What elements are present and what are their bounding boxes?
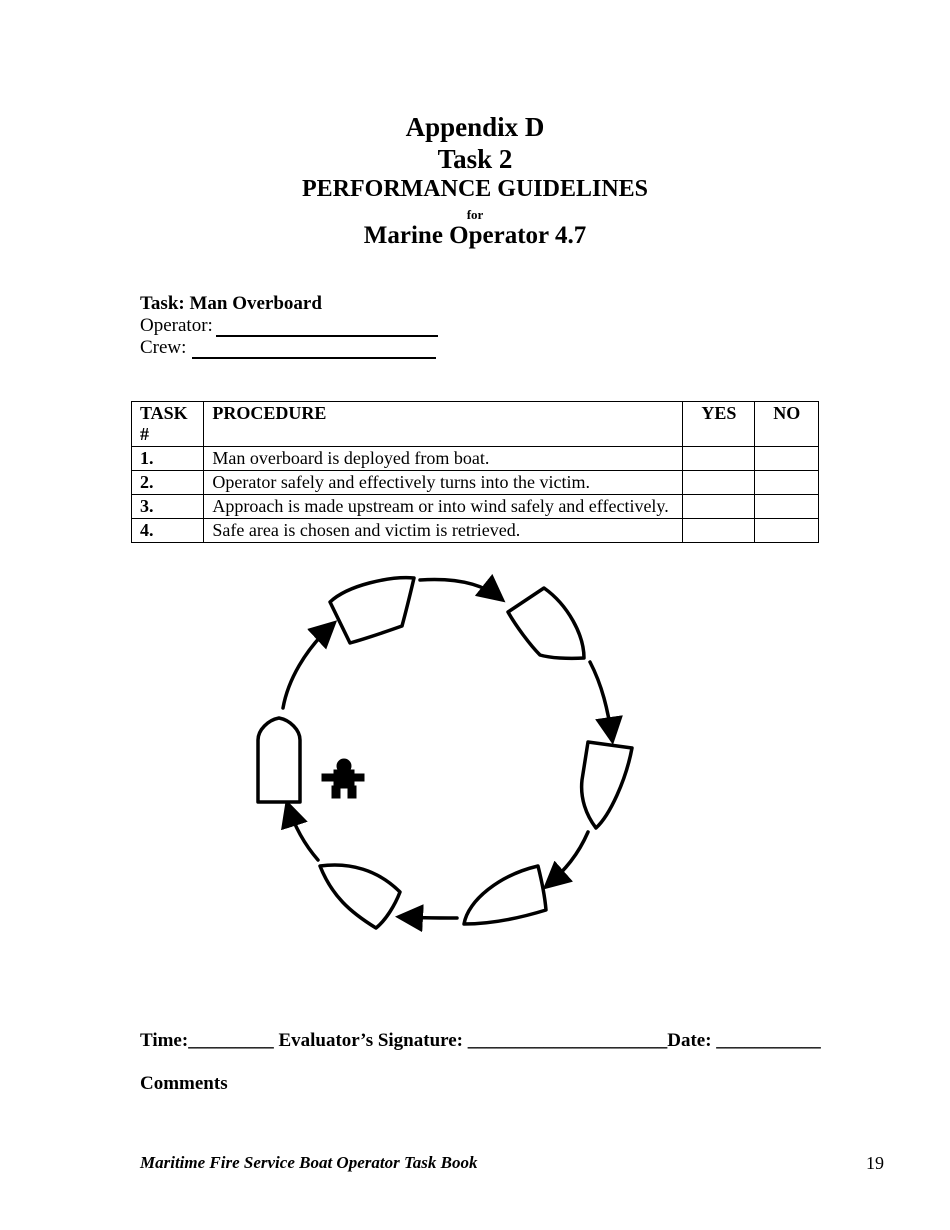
no-cell[interactable] bbox=[754, 519, 818, 543]
time-signature-date-row[interactable]: Time:_________ Evaluator’s Signature: _____________________Date: ___________ bbox=[140, 1030, 821, 1051]
boat-icon bbox=[508, 588, 584, 658]
crew-blank-line[interactable] bbox=[192, 339, 436, 359]
crew-label: Crew: bbox=[140, 337, 187, 358]
operator-field[interactable] bbox=[140, 315, 438, 337]
row-procedure: Approach is made upstream or into wind safely and effectively. bbox=[204, 495, 683, 519]
appendix-title: Appendix D bbox=[405, 112, 545, 142]
position-title: Marine Operator 4.7 bbox=[363, 222, 587, 249]
yes-cell[interactable] bbox=[683, 447, 754, 471]
path-arc bbox=[288, 806, 318, 860]
no-cell[interactable] bbox=[754, 495, 818, 519]
row-number: 3. bbox=[132, 495, 204, 519]
page-number: 19 bbox=[866, 1153, 884, 1173]
boat-icon bbox=[330, 578, 414, 643]
path-arc bbox=[283, 625, 332, 708]
yes-cell[interactable] bbox=[683, 519, 754, 543]
table-row bbox=[132, 495, 819, 519]
procedure-table bbox=[131, 401, 819, 543]
man-overboard-maneuver-diagram bbox=[250, 570, 640, 940]
performance-guidelines-title: PERFORMANCE GUIDELINES bbox=[301, 176, 649, 202]
yes-cell[interactable] bbox=[683, 495, 754, 519]
operator-label: Operator: bbox=[140, 315, 213, 336]
boat-icon bbox=[320, 865, 400, 928]
boat-icon bbox=[464, 866, 546, 924]
yes-cell[interactable] bbox=[683, 471, 754, 495]
task-number-title: Task 2 bbox=[437, 144, 513, 174]
table-row bbox=[132, 471, 819, 495]
procedure-header: PROCEDURE bbox=[204, 402, 683, 447]
table-row bbox=[132, 519, 819, 543]
row-number: 4. bbox=[132, 519, 204, 543]
crew-field[interactable] bbox=[140, 337, 436, 359]
task-header-text: TASK bbox=[140, 403, 188, 423]
no-header: NO bbox=[754, 402, 818, 447]
victim-figure-icon bbox=[322, 759, 364, 798]
footer-book-title: Maritime Fire Service Boat Operator Task Book bbox=[140, 1153, 478, 1172]
table-row bbox=[132, 447, 819, 471]
task-header-hash: # bbox=[140, 424, 149, 444]
row-number: 2. bbox=[132, 471, 204, 495]
path-arc bbox=[402, 917, 457, 918]
row-procedure: Operator safely and effectively turns into the victim. bbox=[204, 471, 683, 495]
operator-blank-line[interactable] bbox=[216, 317, 438, 337]
table-header-row bbox=[132, 402, 819, 447]
path-arc bbox=[548, 832, 588, 885]
for-label: for bbox=[466, 207, 484, 222]
no-cell[interactable] bbox=[754, 471, 818, 495]
boat-icon bbox=[258, 718, 300, 802]
task-number-header bbox=[132, 402, 204, 447]
path-arc bbox=[590, 662, 612, 738]
no-cell[interactable] bbox=[754, 447, 818, 471]
row-number: 1. bbox=[132, 447, 204, 471]
boat-icon bbox=[582, 742, 632, 828]
task-name: Task: Man Overboard bbox=[140, 293, 322, 314]
comments-label: Comments bbox=[140, 1073, 228, 1094]
row-procedure: Man overboard is deployed from boat. bbox=[204, 447, 683, 471]
yes-header: YES bbox=[683, 402, 754, 447]
row-procedure: Safe area is chosen and victim is retrieved. bbox=[204, 519, 683, 543]
path-arc bbox=[420, 580, 500, 598]
